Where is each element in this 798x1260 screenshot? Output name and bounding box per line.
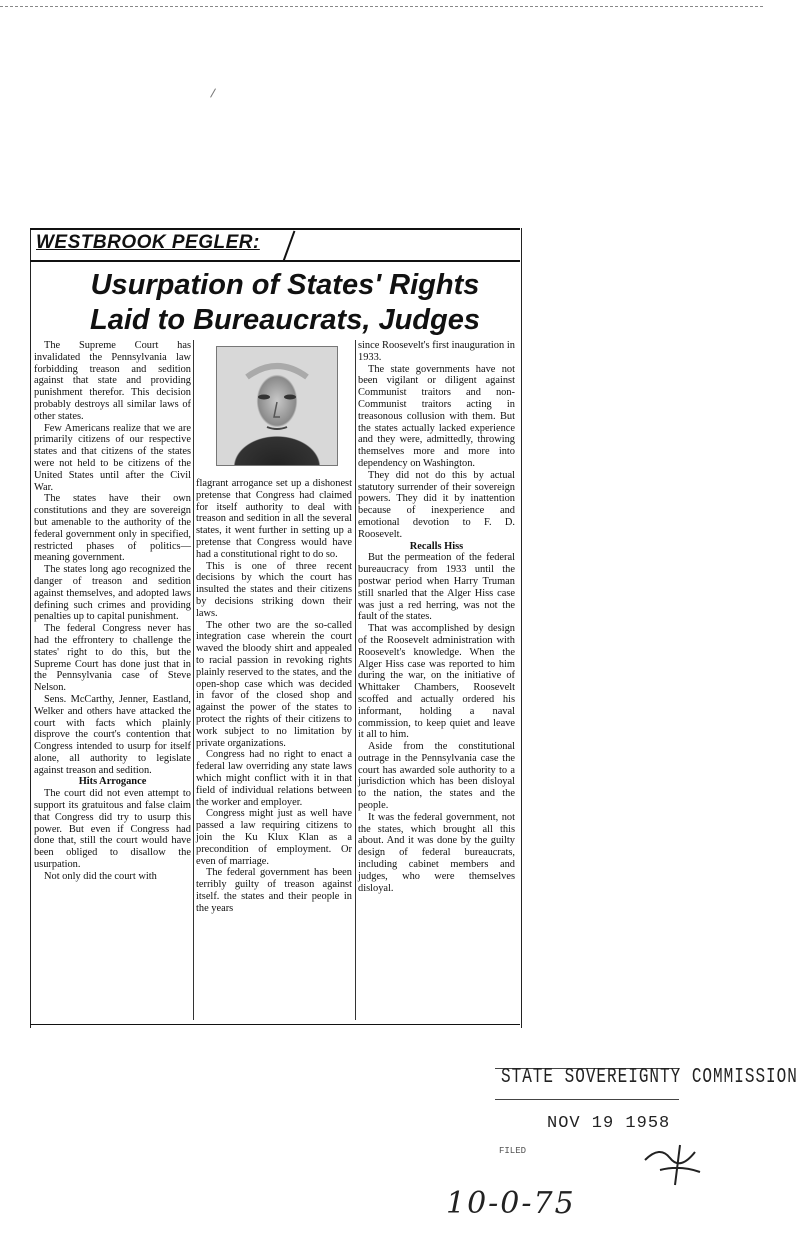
- column-divider: [193, 340, 194, 1020]
- paragraph: The states long ago recognized the danger of treason and sedition against themselves, and adopted laws defining such crimes and providing penalties up to capital punishment.: [34, 564, 191, 623]
- paragraph: The state governments have not been vigilant or diligent against Communist traitors and non-Communist traitors acting in treasonous collusion with them. But the states actually lacked experience and they were, admittedly, throwing themselves more and more into dependency on Washington.: [358, 363, 515, 469]
- paragraph: The federal government has been terribly guilty of treason against itself. the states and their people in the years: [196, 867, 352, 914]
- article-column-1: [34, 340, 191, 883]
- handwritten-initials-icon: [640, 1140, 710, 1190]
- paragraph: Aside from the constitutional outrage in the Pennsylvania case the court has awarded sole authority to a jurisdiction which has been disloyal to the nation, the states and the people.: [358, 741, 515, 812]
- column-divider: [355, 340, 356, 1020]
- paragraph: This is one of three recent decisions by which the court has insulted the states and their citizens by decisions striking down their laws.: [196, 560, 352, 619]
- headline-line-2: Laid to Bureaucrats, Judges: [90, 304, 480, 336]
- paragraph: They did not do this by actual statutory surrender of their sovereign powers. They did it by inattention because of inexperience and emotional devotion to F. D. Roosevelt.: [358, 469, 515, 540]
- byline-rule: [30, 260, 520, 262]
- handwritten-file-number: 10-0-75: [446, 1186, 576, 1221]
- page-top-border: [0, 0, 763, 7]
- paragraph: Congress might just as well have passed a law requiring citizens to join the Ku Klux Klan as a precondition of employment. Or even of marriage.: [196, 808, 352, 867]
- columnist-portrait-photo: [216, 346, 338, 466]
- paragraph: The other two are the so-called integration case wherein the court waved the bloody shirt and appealed to racial passion in revoking rights plainly reserved to the states, and the open-shop case which was decided in favor of the closed shop and against the power of the states to protect the rights of their citizens to work subject to no limitation by private organizations.: [196, 619, 352, 749]
- stamp-date: NOV 19 1958: [547, 1114, 671, 1133]
- paragraph: But the permeation of the federal bureaucracy from 1933 until the postwar period when Harry Truman still snarled that the Alger Hiss case was just a red herring, was not the fault of the states.: [358, 552, 515, 623]
- paragraph: The states have their own constitutions and they are sovereign but amenable to the authority of the federal government only in specified, restricted phases of politics—meaning government.: [34, 493, 191, 564]
- portrait-face-icon: [217, 347, 337, 465]
- subheading: Hits Arrogance: [78, 776, 147, 788]
- paragraph: flagrant arrogance set up a dishonest pretense that Congress had claimed for itself authority to deal with treason and sedition in all the several states, it went further in setting up a pretense that Congress would have had a constitutional right to do so.: [196, 478, 352, 560]
- stray-mark: [210, 88, 223, 101]
- article-column-2: [196, 478, 352, 914]
- paragraph: That was accomplished by design of the Roosevelt administration with Roosevelt's knowledge. When the Alger Hiss case was reported to him during the war, on the initiative of Whittaker Chambers, Roosevelt scoffed and actually ordered his informant, holding a naval commission, to keep quiet and leave it all to him.: [358, 623, 515, 741]
- top-rule: [30, 228, 520, 230]
- paragraph: Few Americans realize that we are primarily citizens of our respective states and that citizens of the states were not held to be citizens of the United States until after the Civil War.: [34, 422, 191, 493]
- stamp-status: FILED: [499, 1146, 527, 1156]
- paragraph: The court did not even attempt to support its gratuitous and false claim that Congress did try to usurp this power. But even if Congress had done that, still the court would have been obliged to disallow the usurpation.: [34, 788, 191, 871]
- paragraph: since Roosevelt's first inauguration in 1933.: [358, 340, 515, 363]
- newspaper-clipping: [30, 228, 520, 1028]
- paragraph: Congress had no right to enact a federal law overriding any state laws which might conflict with it in that field of individual relations between the worker and employer.: [196, 749, 352, 808]
- stamp-agency: STATE SOVEREIGNTY COMMISSION: [501, 1065, 798, 1089]
- subheading: Recalls Hiss: [409, 540, 464, 552]
- headline-line-1: Usurpation of States' Rights: [90, 269, 480, 301]
- byline: WESTBROOK PEGLER:: [36, 232, 260, 253]
- bottom-rule: [30, 1024, 520, 1025]
- paragraph: The Supreme Court has invalidated the Pennsylvania law forbidding treason and sedition against that state and providing punishment therefor. This decision probably destroys all similar laws of other states.: [34, 340, 191, 422]
- paragraph: Sens. McCarthy, Jenner, Eastland, Welker and others have attacked the court with facts which plainly disprove the court's contention that Congress intended to usurp for itself alone, all authority to legislate against treason and sedition.: [34, 693, 191, 776]
- paragraph: The federal Congress never has had the effrontery to challenge the states' right to do this, but the Supreme Court has done just that in the Pennsylvania case of Steve Nelson.: [34, 623, 191, 694]
- paragraph: Not only did the court with: [44, 870, 157, 882]
- paragraph: It was the federal government, not the states, which brought all this about. And it was done by the guilty design of federal bureaucrats, including cabinet members and judges, who were themselves disloyal.: [358, 811, 515, 894]
- article-column-3: [358, 340, 515, 894]
